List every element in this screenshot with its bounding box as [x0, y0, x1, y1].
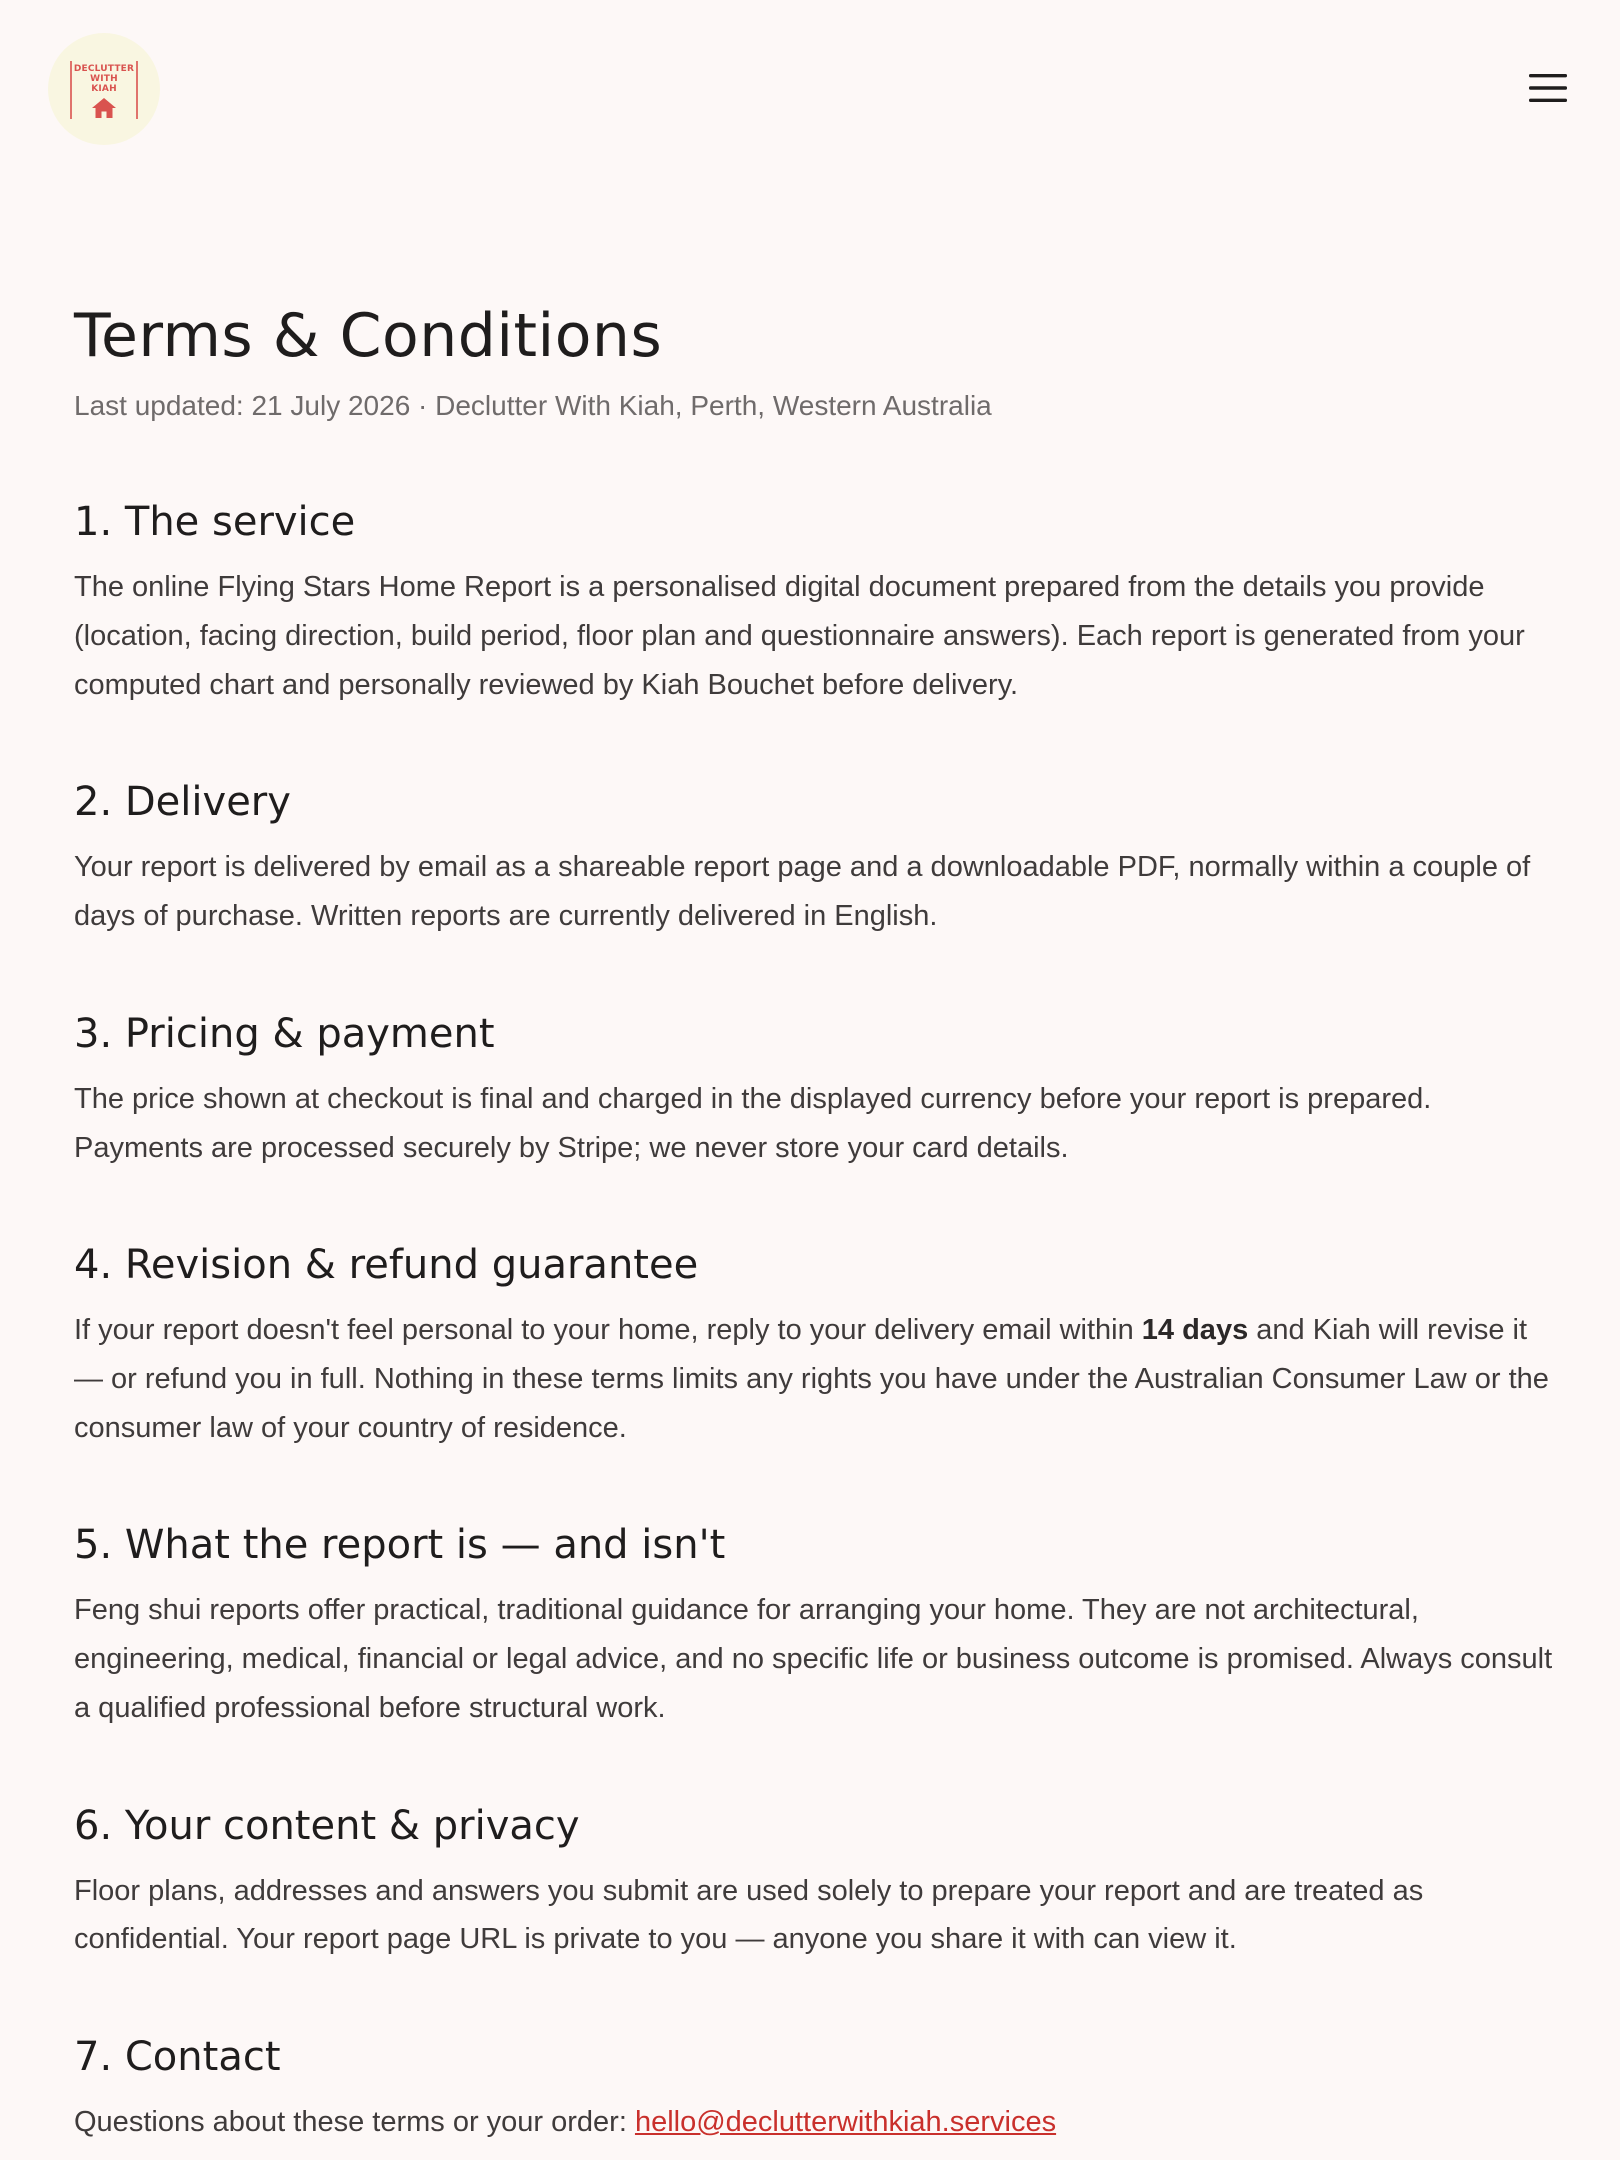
contact-text: Questions about these terms or your order: — [74, 2105, 635, 2138]
section-heading: 6. Your content & privacy — [74, 1802, 580, 1849]
section-heading: 5. What the report is — and isn't — [74, 1522, 726, 1569]
logo-line-1: DECLUTTER — [73, 63, 135, 74]
menu-button[interactable] — [1516, 60, 1580, 116]
section-body — [74, 2098, 1554, 2147]
section-heading: 2. Delivery — [74, 779, 291, 826]
hamburger-menu-icon — [1529, 73, 1567, 103]
section-heading: 4. Revision & refund guarantee — [74, 1242, 699, 1289]
last-updated: Last updated: 21 July 2026 · Declutter With Kiah, Perth, Western Australia — [74, 390, 992, 421]
logo-text — [73, 64, 135, 94]
section-heading: 1. The service — [74, 499, 356, 546]
section-body: Floor plans, addresses and answers you submit are used solely to prepare your report and are treated as confidential. Your report page URL is private to you — anyone you share it with can view it. — [74, 1874, 1424, 1956]
section-heading: 7. Contact — [74, 2033, 281, 2080]
logo-post-left — [70, 61, 72, 119]
section-body: Feng shui reports offer practical, traditional guidance for arranging your home. They are not architectural, engineering, medical, financial or legal advice, and no specific life or business outcome is promised. Always consult a qualified professional before structural work. — [74, 1594, 1553, 1724]
logo-line-2: WITH — [90, 73, 118, 84]
section-body: Your report is delivered by email as a shareable report page and a downloadable PDF, normally within a couple of days of purchase. Written reports are currently delivered in English. — [74, 851, 1531, 933]
logo-post-right — [136, 61, 138, 119]
section-pricing — [74, 1009, 1554, 1172]
house-icon — [91, 97, 117, 119]
logo-line-3: KIAH — [91, 83, 117, 94]
section-service — [74, 497, 1554, 709]
section-disclaimer — [74, 1520, 1554, 1732]
refund-period: 14 days — [1141, 1314, 1249, 1347]
section-delivery — [74, 777, 1554, 940]
contact-email-link[interactable]: hello@declutterwithkiah.services — [634, 2105, 1057, 2138]
section-contact — [74, 2032, 1554, 2147]
logo[interactable] — [48, 33, 160, 145]
refund-text-end: and Kiah will revise it — or refund you in full. Nothing in these terms limits any rights you have under the Australian Consumer Law or the consumer law of your country of residence. — [74, 1314, 1549, 1444]
section-body: The price shown at checkout is final and charged in the displayed currency before your report is prepared. Payments are processed securely by Stripe; we never store your card details. — [74, 1082, 1432, 1164]
page-title: Terms & Conditions — [74, 301, 663, 371]
section-privacy — [74, 1801, 1554, 1964]
site-header — [0, 0, 1620, 180]
terms-content — [74, 300, 1554, 2147]
section-heading: 3. Pricing & payment — [74, 1010, 495, 1057]
section-body — [74, 1306, 1554, 1452]
refund-text-start: If your report doesn't feel personal to your home, reply to your delivery email within — [74, 1314, 1142, 1347]
section-body: The online Flying Stars Home Report is a personalised digital document prepared from the details you provide (location, facing direction, build period, floor plan and questionnaire answers). Each report is generated from your computed chart and personally reviewed by Kiah Bouchet before delivery. — [74, 571, 1525, 701]
section-refund — [74, 1240, 1554, 1452]
